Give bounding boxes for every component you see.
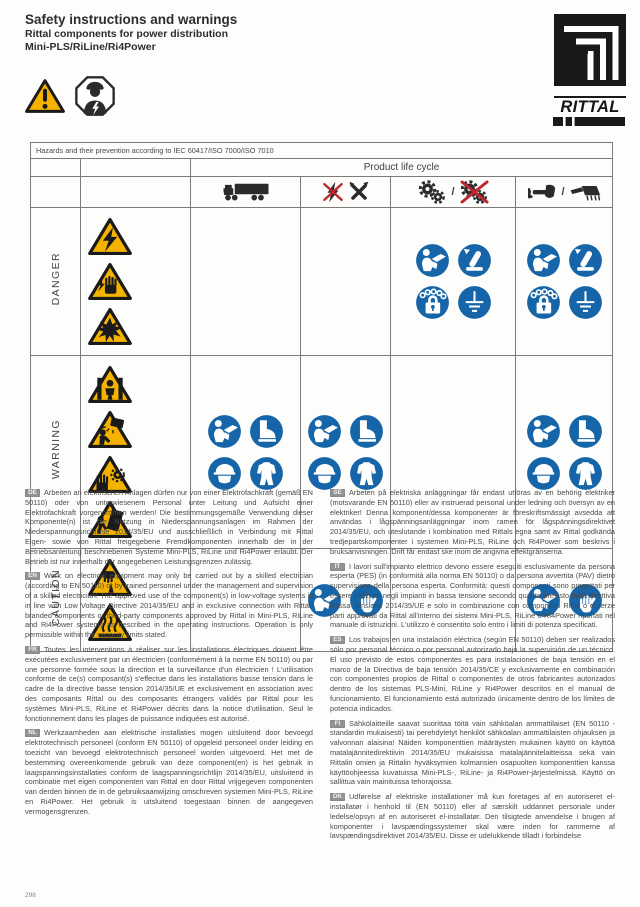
- crush-warning-icon: [88, 365, 132, 404]
- earth-connection-mandatory-icon: [568, 285, 603, 320]
- language-column-left: [25, 488, 313, 822]
- severity-label-text: CAUTION: [49, 568, 62, 627]
- separator-slash: /: [561, 186, 565, 198]
- product-line: Mini-PLS/RiLine/Ri4Power: [25, 41, 156, 53]
- no-voltage-icon: [322, 181, 344, 203]
- hand-electric-shock-warning-icon: [88, 262, 132, 301]
- severity-label-text: WARNING: [49, 419, 62, 480]
- page-subtitle: Rittal components for power distribution: [25, 28, 228, 40]
- separator-slash: /: [451, 186, 455, 198]
- document-header: [25, 12, 237, 54]
- disconnect-supply-mandatory-icon: [457, 243, 492, 278]
- language-paragraph-fi: [330, 719, 615, 788]
- safety-boots-mandatory-icon: [349, 414, 384, 449]
- language-text: Sähkölaitteille saavat suorittaa töitä vain sähköalan ammattilaiset (EN 50110 -standardin mukaisesti) tai perehdytetyt henkilöt sähköalan ammattilaisten ohjauksen ja valvonnan alaisina! Näiden komponenttien määräysten mukainen käyttö on käyttöä matalajännitedirektiivin 2014/35/EU mukaisissa matalajännitelaitteissa sekä vain Rittalin omien ja Rittalin hyväksymien kolmansien osapuolten komponenttien kanssa käyttöohjeessa kuvatuissa Mini-PLS-, RiLine- ja Ri4Power-järjestelmissä. Käyttö on sallittua vain mainituissa tehorajoissa.: [330, 718, 615, 787]
- language-tag-dk: DK: [330, 793, 345, 801]
- language-tag-fr: FR: [25, 646, 40, 654]
- language-text: Toutes les interventions à réaliser sur les installations électriques doivent être exécutées exclusivement par un électricien (conformément à la norme EN 50110) ou par une personne formée sous la direction et la surveillance d'un électricien ! L'utilisation conforme de ce(s) composant(s) s'effectue dans les installations basse tension dans le cadre de la directive basse tension 2014/35/UE et exclusivement en association avec des composants Rittal ou des composants étrangers validés par Rittal pour les systèmes Mini-PLS, RiLine et Ri4Power décrits dans la notice d'utilisation. Seul le fonctionnement dans les plages de puissance indiquées est autorisé.: [25, 644, 313, 723]
- lockout-mandatory-icon: [526, 285, 561, 320]
- cell-danger-transport: [191, 208, 301, 356]
- language-text: Work on electrical equipment may only be carried out by a skilled electrician (according to EN 50110) or by trained personnel under the management and supervision of a skilled electrician! The approved use of the component(s) in low-voltage systems is in line with Low Voltage Directive 2014/35/EU and in exclusive connection with Rittal-branded components or third-party components approved by Rittal in Mini-PLS, RiLine and Ri4Power systems as described in the operating instructions. Operation is only permissible within the capacity limits stated.: [25, 571, 313, 640]
- disconnect-supply-mandatory-icon: [568, 243, 603, 278]
- severity-label: [31, 208, 81, 356]
- crossed-tools-icon: [348, 181, 370, 203]
- table-caption: Hazards and their prevention according to IEC 60417/ISO 7000/ISO 7010: [31, 143, 613, 159]
- lifecycle-column-operation: [391, 177, 516, 208]
- safety-helmet-mandatory-icon: [307, 456, 342, 491]
- transport-truck-icon: [222, 181, 270, 203]
- lifecycle-header: Product life cycle: [191, 159, 613, 177]
- safety-boots-mandatory-icon: [249, 414, 284, 449]
- language-tag-nl: NL: [25, 729, 40, 737]
- language-tag-de: DE: [25, 489, 40, 497]
- brand-wordmark: RITTAL: [560, 98, 620, 116]
- safety-helmet-mandatory-icon: [526, 456, 561, 491]
- safety-helmet-mandatory-icon: [207, 456, 242, 491]
- language-text: Udførelse af elektriske installationer må kun foretages af en autoriseret el-installatør i henhold til (EN 50110) eller af særskilt uddannet personale under ledelse/opsyn af en autoriseret el-installatør. Den tilsigtede anvendelse i brugen af komponenter i lavspændingssystemer skal være inden for rammerne af lavspændingsdirektivet 2014/35/EU. Disse er udelukkende tilladt i forbindelse: [330, 792, 615, 841]
- language-tag-it: IT: [330, 563, 345, 571]
- language-paragraph-se: [330, 488, 615, 557]
- language-text: Arbeiten an elektrischen Anlagen dürfen nur von einer Elektrofachkraft (gemäß EN 50110) oder von unterwiesenem Personal unter Leitung und Aufsicht einer Elektrofachkraft vorgenommen werden! Die bestimmungsgemäße Verwendung dieser Komponente(n) ist die Nutzung in Niederspannungsanlagen im Rahmen der Niederspannungsrichtlinie 2014/35/EU und ausschließlich in Verbindung mit Rittal Eigen- sowie von Rittal freigegebene Fremdkomponenten innerhalb der in der Betriebsanleitung beschriebenen Systeme Mini-PLS, RiLine und Ri4Power erlaubt. Der Betrieb ist nur innerhalb der angegebenen Leistungsgrenzen zulässig.: [25, 488, 313, 566]
- lifecycle-column-transport: [191, 177, 301, 208]
- page-number: 298: [25, 892, 36, 899]
- language-text: Werkzaamheden aan elektrische installaties mogen uitsluitend door bevoegd elektrotechnisch personeel (conform EN 50110) of opgeleid personeel onder leiding en toezicht van bevoegd elektrotechnisch personeel worden uitgevoerd. Het met de bestemming overeenkomende gebruik van deze component(en) is het gebruik in laagspanningsinstallaties conform de laagspanningsrichtlijn 2014/35/EU, uitsluitend in combinatie met eigen componenten van Rittal en door Rittal vrijgegeven componenten van derden binnen de in de gebruiksaanwijzing omschreven systemen Mini-PLS, RiLine en Ri4Power. Het gebruik is uitsluitend toegestaan binnen de aangegeven vermogensgrenzen.: [25, 728, 313, 816]
- read-manual-mandatory-icon: [207, 414, 242, 449]
- service-wrench-icon: [528, 182, 558, 202]
- severity-label-text: DANGER: [49, 252, 62, 306]
- lifecycle-column-assembly: [301, 177, 391, 208]
- header-safety-icons: [25, 76, 115, 116]
- protective-clothing-mandatory-icon: [568, 456, 603, 491]
- safety-boots-mandatory-icon: [568, 414, 603, 449]
- empty-cell: [31, 177, 81, 208]
- empty-cell: [81, 177, 191, 208]
- read-manual-mandatory-icon: [307, 414, 342, 449]
- rittal-logo-mark-icon: [554, 14, 626, 86]
- language-paragraph-fr: [25, 645, 313, 723]
- read-manual-mandatory-icon: [526, 414, 561, 449]
- lockout-mandatory-icon: [415, 285, 450, 320]
- qualified-electrician-icon: [75, 76, 115, 116]
- rittal-logo: [553, 14, 627, 126]
- empty-cell: [81, 159, 191, 177]
- empty-cell: [31, 159, 81, 177]
- read-manual-mandatory-icon: [415, 243, 450, 278]
- language-text: I lavori sull'impianto elettrico devono essere eseguiti esclusivamente da persona esperta (PES) (in conformità alla norma EN 50110) o da persona avvertita (PAV) dietro supervisione della persona esperta. Conformità: questi componenti sono progettati per essere utilizzati negli impianti in bassa tensione secondo quanto previsto dalla direttiva Bassa Tensione 2014/35/UE e solo in combinazione con componenti Rittal o di terze parti approvati da Rittal all'interno dei sistemi Mini-PLS, RiLine e Ri4Power riportati nel manuale di istruzioni. L'utilizzo è consentito solo entro i limiti di potenza specificati.: [330, 561, 615, 630]
- language-paragraph-es: [330, 635, 615, 713]
- hazard-symbols-cell: [81, 208, 191, 356]
- cell-danger-maintenance: [516, 208, 613, 356]
- crossed-gears-icon: [459, 180, 489, 204]
- explosion-warning-icon: [88, 307, 132, 346]
- language-paragraph-en: [25, 568, 313, 640]
- severity-row-danger: [31, 208, 613, 356]
- brush-icon: [569, 182, 601, 202]
- language-text: Los trabajos en una instalación eléctrica (según EN 50110) deben ser realizados sólo por personal técnico o por personal autorizado bajo la supervisión de un técnico. El uso previsto de estos componentes es para instalaciones de baja tensión en el marco de la Directiva de baja tensión 2014/35/CE y exclusivamente en combinación con componentes propios de Rittal o componentes de otros fabricantes autorizados dentro de los sistemas PLS-Mini, RiLine y Ri4Power descritos en el manual de funcionamiento. El funcionamiento está autorizado únicamente dentro de los límites de potencia indicados.: [330, 635, 615, 713]
- language-tag-se: SE: [330, 489, 345, 497]
- general-warning-icon: [25, 78, 65, 114]
- language-paragraph-dk: [330, 792, 615, 841]
- electric-shock-warning-icon: [88, 217, 132, 256]
- gears-icon: [417, 180, 447, 204]
- language-column-right: [330, 488, 615, 846]
- protective-clothing-mandatory-icon: [249, 456, 284, 491]
- language-text: Arbeten på elektriska anläggningar får endast utföras av en behörig elektriker (motsvarande EN 50110) eller av instruerad personal under ledning och översyn av en elektriker! Denna komponent/dessa komponenter är föreskriftsmässigt avsedda att användas i lågspänningsanläggningar inom ramen för lågspänningsdirektivet 2014/35/EU, och uteslutande i kombination med Rittals egna samt av Rittal godkända tredjepartskomponenter i systemen Mini-PLS, RiLine och Ri4Power som beskrivs i bruksanvisningen. Drift får endast ske inom de angivna effektgränserna.: [330, 488, 615, 556]
- protective-clothing-mandatory-icon: [349, 456, 384, 491]
- earth-connection-mandatory-icon: [457, 285, 492, 320]
- language-tag-en: EN: [25, 572, 40, 580]
- logo-bar-icon: [553, 117, 625, 126]
- language-paragraph-nl: [25, 728, 313, 816]
- read-manual-mandatory-icon: [526, 243, 561, 278]
- cell-danger-operation: [391, 208, 516, 356]
- page-title: Safety instructions and warnings: [25, 12, 238, 27]
- falling-objects-warning-icon: [88, 410, 132, 449]
- language-paragraph-it: [330, 562, 615, 631]
- language-paragraph-de: [25, 488, 313, 566]
- language-tag-es: ES: [330, 636, 345, 644]
- lifecycle-column-maintenance: [516, 177, 613, 208]
- cell-danger-assembly: [301, 208, 391, 356]
- language-tag-fi: FI: [330, 720, 345, 728]
